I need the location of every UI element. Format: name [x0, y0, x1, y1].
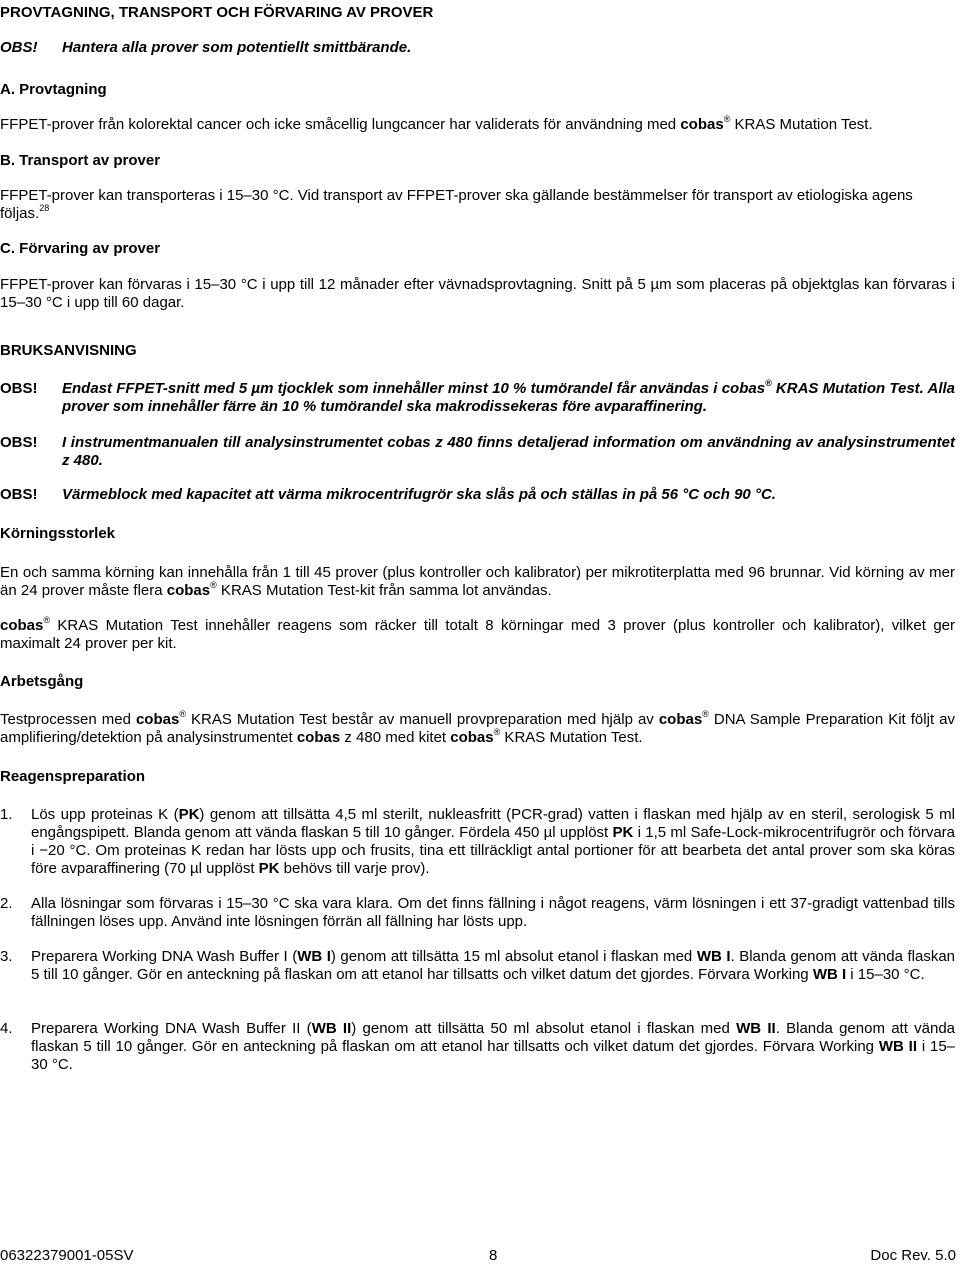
footer-doc-rev: Doc Rev. 5.0 [870, 1247, 956, 1264]
obs-label: OBS! [0, 434, 38, 451]
page-title: PROVTAGNING, TRANSPORT OCH FÖRVARING AV PROVER [0, 4, 434, 21]
section-b-text: FFPET-prover kan transporteras i 15–30 °C. Vid transport av FFPET-prover ska gällande bestämmelser för transport av etiologiska agens följas.$^{28}$ [0, 187, 913, 222]
footer-page-number: 8 [489, 1247, 498, 1264]
section-c-text: FFPET-prover kan förvaras i 15–30 °C i upp till 12 månader efter vävnadsprovtagning. Snitt på 5 µm som placeras på objektglas kan förvaras i 15–30 °C i upp till 60 dagar. [0, 276, 955, 311]
list-item: Preparera Working DNA Wash Buffer I (WB I) genom att tillsätta 15 ml absolut etanol i flaskan med WB I. Blanda genom att vända flaskan 5 till 10 gånger. Gör en anteckning på flaskan om att etanol har tillsatts och vilket datum det gjordes. Förvara Working WB I i 15–30 °C. [31, 948, 956, 983]
obs-note-instrument: I instrumentmanualen till analysinstrumentet cobas z 480 finns detaljerad information om användning av analysinstrumentet z 480. [62, 434, 955, 469]
bruksanvisning-heading: BRUKSANVISNING [0, 342, 137, 359]
section-c-heading: C. Förvaring av prover [0, 240, 161, 257]
korningsstorlek-paragraph-2: cobas® KRAS Mutation Test innehåller reagens som räcker till totalt 8 körningar med 3 prover (plus kontroller och kalibrator), vilket ger maximalt 24 prover per kit. [0, 615, 955, 652]
list-item: Lös upp proteinas K (PK) genom att tillsätta 4,5 ml sterilt, nukleasfritt (PCR-grad) vatten i flaskan med hjälp av en steril, serologisk 5 ml engångspipett. Blanda genom att vända flaskan 5 till 10 gånger. Fördela 450 µl upplöst PK i 1,5 ml Safe-Lock-mikrocentrifugrör och förvara i −20 °C. Om proteinas K redan har lösts upp och frusits, tina ett tillräckligt antal portioner för att bearbeta det antal prover som ska köras före avparaffinering (70 µl upplöst PK behövs till varje prov). [31, 806, 956, 877]
korningsstorlek-paragraph-1: En och samma körning kan innehålla från 1 till 45 prover (plus kontroller och kalibrator) per mikrotiterplatta med 96 brunnar. Vid körning av mer än 24 prover måste flera cobas® KRAS Mutation Test-kit från samma lot användas. [0, 564, 955, 599]
list-item-number: 1. [0, 806, 13, 823]
section-b-heading: B. Transport av prover [0, 152, 161, 169]
obs-infection-note: Hantera alla prover som potentiellt smittbärande. [62, 39, 412, 56]
list-item: Preparera Working DNA Wash Buffer II (WB II) genom att tillsätta 50 ml absolut etanol i flaskan med WB II. Blanda genom att vända flaskan 5 till 10 gånger. Gör en anteckning på flaskan om att etanol har tillsatts och vilket datum det gjordes. Förvara Working WB II i 15–30 °C. [31, 1020, 956, 1073]
list-item-number: 2. [0, 895, 13, 912]
korningsstorlek-heading: Körningsstorlek [0, 525, 116, 542]
obs-label: OBS! [0, 486, 38, 503]
obs-label: OBS! [0, 380, 38, 397]
obs-note-heatblock: Värmeblock med kapacitet att värma mikrocentrifugrör ska slås på och ställas in på 56 °C och 90 °C. [62, 486, 776, 503]
arbetsgang-paragraph: Testprocessen med cobas® KRAS Mutation Test består av manuell provpreparation med hjälp av cobas® DNA Sample Preparation Kit följt av amplifiering/detektion på analysinstrumentet cobas z 480 med kitet cobas® KRAS Mutation Test. [0, 709, 955, 746]
reference-superscript: 28 [39, 203, 50, 213]
section-a-heading: A. Provtagning [0, 81, 107, 98]
list-item-number: 3. [0, 948, 13, 965]
section-a-text: FFPET-prover från kolorektal cancer och icke småcellig lungcancer har validerats för användning med cobas® KRAS Mutation Test. [0, 114, 873, 133]
obs-note-ffpet: Endast FFPET-snitt med 5 µm tjocklek som innehåller minst 10 % tumörandel får användas i cobas® KRAS Mutation Test. Alla prover som innehåller färre än 10 % tumörandel ska makrodissekeras före avparaffinering. [62, 378, 956, 415]
reagenspreparation-heading: Reagenspreparation [0, 768, 146, 785]
footer-doc-id: 06322379001-05SV [0, 1247, 134, 1264]
obs-label: OBS! [0, 39, 38, 56]
arbetsgang-heading: Arbetsgång [0, 673, 84, 690]
list-item-number: 4. [0, 1020, 13, 1037]
list-item: Alla lösningar som förvaras i 15–30 °C ska vara klara. Om det finns fällning i något reagens, värm lösningen i ett 37-gradigt vattenbad tills fällningen löses upp. Använd inte lösningen förrän all fällning har lösts upp. [31, 895, 955, 930]
